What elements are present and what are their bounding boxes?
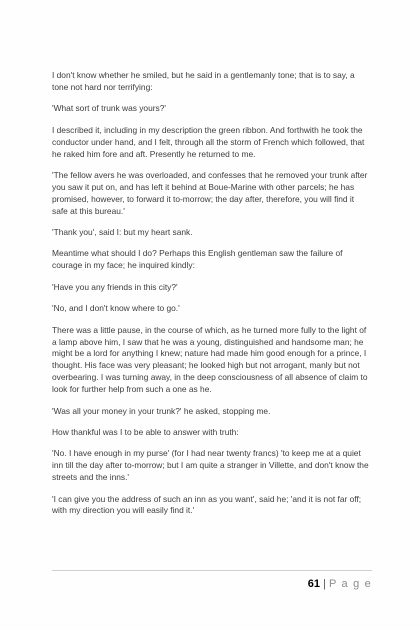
paragraph: 'What sort of trunk was yours?' [52,103,166,114]
paragraph: There was a little pause, in the course of which, as he turned more fully to the light of a lamp above him, I saw that he was a young, distinguished and handsome man; he might be a lord for anything I knew; nature had made him good enough for a prince, I thought. His face was very pleasant; he looked high but not arrogant, manly but not overbearing. I was turning away, in the deep consciousness of all absence of claim to look for further help from such a one as he. [52,324,368,395]
paragraph: 'No. I have enough in my purse' (for I had near twenty francs) 'to keep me at a quiet inn till the day after to-morrow; but I am quite a stranger in Villette, and don't know the streets and the inns.' [52,448,369,483]
paragraph: How thankful was I to be able to answer with truth: [52,426,239,437]
paragraph: 'The fellow avers he was overloaded, and confesses that he removed your trunk after you saw it put on, and has left it behind at Boue-Marine with other parcels; he has promised, however, to forward it to-morrow; the day after, therefore, you will find it safe at this bureau.' [52,169,368,216]
paragraph: I described it, including in my description the green ribbon. And forthwith he took the conductor under hand, and I felt, through all the storm of French which followed, that he raked him fore and aft. Presently he returned to me. [52,124,365,159]
page-separator: | [319,578,329,590]
paragraph: 'No, and I don't know where to go.' [52,303,180,314]
paragraph: 'I can give you the address of such an inn as you want', said he; 'and it is not far off; with my direction you will easily find it.' [52,493,362,516]
paragraph: Meantime what should I do? Perhaps this English gentleman saw the failure of courage in my face; he inquired kindly: [52,248,343,271]
page-body [52,70,372,527]
paragraph: I don't know whether he smiled, but he said in a gentlemanly tone; that is to say, a tone not hard nor terrifying: [52,70,355,92]
paragraph: 'Thank you', said I: but my heart sank. [52,227,193,238]
footer-divider [52,570,372,571]
paragraph: 'Have you any friends in this city?' [52,281,178,292]
page-footer [308,578,372,590]
page-label: P a g e [328,578,372,590]
page-number: 61 [307,578,320,590]
paragraph: 'Was all your money in your trunk?' he asked, stopping me. [52,405,271,416]
